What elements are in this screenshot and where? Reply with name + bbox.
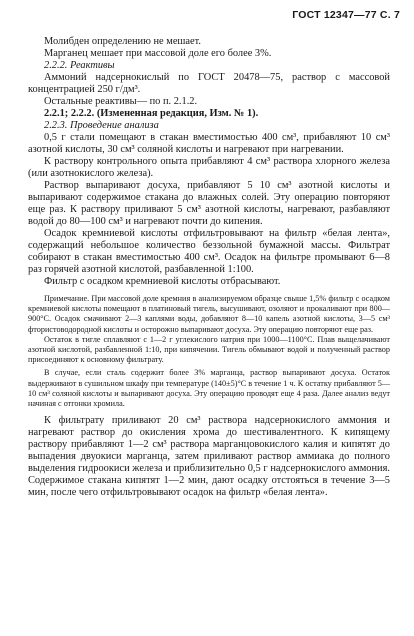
paragraph: Осадок кремниевой кислоты отфильтровывают на фильтр «белая лента», содержащий небольшое количество беззольной бумажной массы. Фильтрат собирают в стакан вместимостью 400 см³. Осадок на фильтре промывают 6—8 раз горячей азотной кислотой, разбавленной 1:100. [28, 228, 390, 275]
paragraph: Молибден определению не мешает. [44, 36, 202, 47]
paragraph: Фильтр с осадком кремниевой кислоты отбрасывают. [44, 276, 281, 287]
amendment-note: 2.2.1; 2.2.2. (Измененная редакция, Изм. № 1). [44, 108, 259, 119]
paragraph: Марганец мешает при массовой доле его более 3%. [44, 48, 272, 59]
note-paragraph: Остаток в тигле сплавляют с 1—2 г углекислого натрия при 1000—1100°С. Плав выщелачивают азотной кислотой, разбавленной 1:10, при кипячении. Тигель обмывают водой и полученный раствор присоединяют к основному фильтрату. [28, 334, 390, 365]
document-body [28, 36, 390, 499]
paragraph: Остальные реактивы— по п. 2.1.2. [44, 96, 198, 107]
paragraph: Раствор выпаривают досуха, прибавляют 5 10 см³ азотной кислоты и выпаривают содержимое стакана до влажных солей. Эту операцию повторяют еще раз. К раствору приливают 5 см³ азотной кислоты, нагревают, разбавляют водой до 80—100 см³ и нагревают почти до кипения. [28, 180, 390, 227]
paragraph: 0,5 г стали помещают в стакан вместимостью 400 см³, прибавляют 10 см³ азотной кислоты, 30 см³ соляной кислоты и нагревают при нагревании. [28, 132, 390, 155]
note-paragraph: В случае, если сталь содержит более 3% марганца, раствор выпаривают досуха. Остаток выдерживают в сушильном шкафу при температуре (140±5)°С в течение 1 ч. К остатку прибавляют 5—10 см³ соляной кислоты и выпаривают досуха. Эту операцию проводят еще 4 раза. Далее анализ ведут начиная с отгонки хромила. [28, 368, 390, 409]
section-heading-reagents: 2.2.2. Реактивы [44, 60, 115, 71]
page-header: ГОСТ 12347—77 С. 7 [292, 9, 400, 21]
section-heading-analysis: 2.2.3. Проведение анализа [44, 120, 159, 131]
paragraph: К раствору контрольного опыта прибавляют 4 см³ раствора хлорного железа (или азотнокислого железа). [28, 156, 390, 179]
note-block [28, 294, 390, 409]
paragraph: К фильтрату приливают 20 см³ раствора надсернокислого аммония и нагревают раствор до окисления хрома до шестивалентного. К кипящему раствору прибавляют 1—2 см³ раствора марганцовокислого калия и кипятят до выпадения двуокиси марганца, затем приливают раствор аммиака до полного выделения гидроокиси железа и приблизительно 0,5 г надсернокислого аммония. Содержимое стакана кипятят 1—2 мин, дают осадку отстояться в течение 3—5 мин, после чего отфильтровывают осадок на фильтр «белая лента». [28, 415, 390, 499]
note-paragraph: Примечание. При массовой доле кремния в анализируемом образце свыше 1,5% фильтр с осадком кремниевой кислоты помещают в платиновый тигель, высушивают, озоляют и прокаливают при 800—900°С. Осадок смачивают 2—3 каплями воды, добавляют 8—10 капель азотной кислоты, 3—5 см³ фтористоводородной кислоты и осторожно выпаривают досуха. Эту операцию повторяют еще раз. [28, 294, 390, 334]
paragraph: Аммоний надсернокислый по ГОСТ 20478—75, раствор с массовой концентрацией 250 г/дм³. [28, 72, 390, 95]
